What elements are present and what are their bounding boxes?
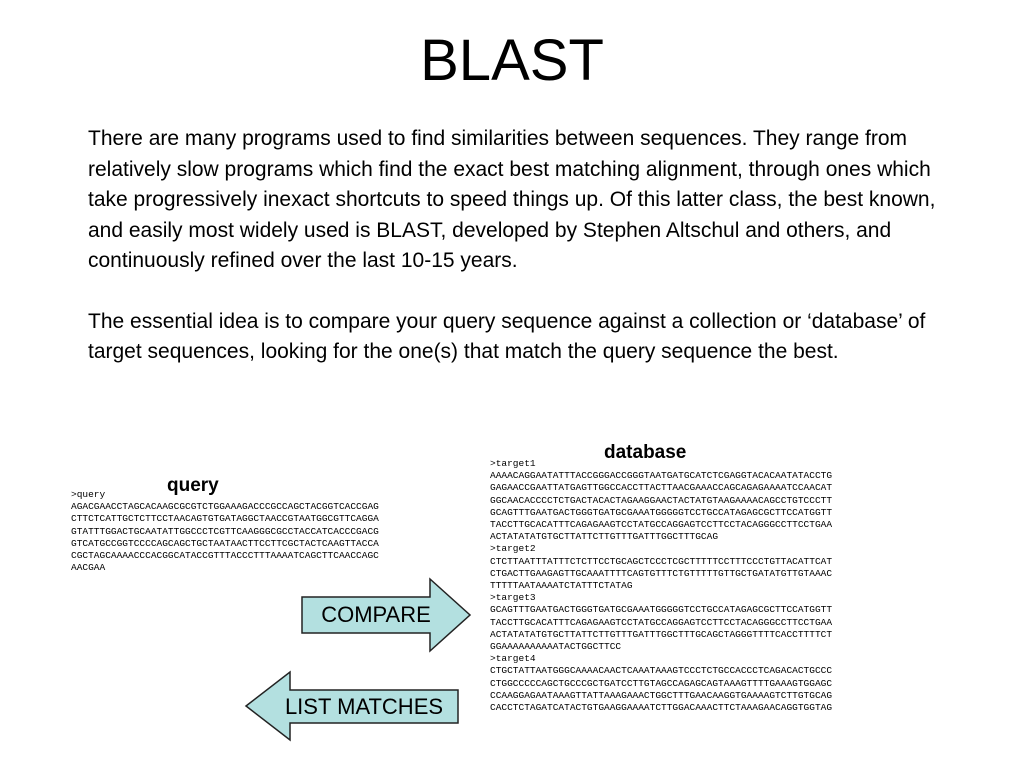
intro-paragraph-1: There are many programs used to find similarities between sequences. They range from relatively slow programs which find the exact best matching alignment, through ones which take progressively inexact shortcuts to speed things up. Of this latter class, the best known, and easily most widely used is BLAST, developed by Stephen Altschul and others, and continuously refined over the last 10-15 years.: [88, 127, 936, 272]
intro-text: [88, 124, 938, 368]
slide-title: BLAST: [420, 28, 604, 93]
query-sequence: >query AGACGAACCTAGCACAAGCGCGTCTGGAAAGACCCGCCAGCTACGGTCACCGAG CTTCTCATTGCTCTTCCTAACAGTGTGATAGGCTAACCGTAATGGCGTTCAGGA GTATTTGGACTGCAATATTGGCCCTCGTTCAAGGGCGCCTACCATCACCCGACG GTCATGCCGGTCCCCAGCAGCTGCTAATAACTTCCTTCGCTACTCAAGTTACCA CGCTAGCAAAACCCACGGCATACCGTTTACCCTTTAAAATCAGCTTCAACCAGC AACGAA: [71, 489, 379, 574]
list-matches-button[interactable]: LIST MATCHES: [284, 694, 444, 719]
database-sequences: >target1 AAAACAGGAATATTTACCGGGACCGGGTAATGATGCATCTCGAGGTACACAATATACCTG GAGAACCGAATTATGAGTTGGCCACCTTACTTAACGAAACCAGCAGAGAAAATCCAACAT GGCAACACCCCTCTGACTACACTAGAAGGAACTACTATGTAAGAAAACAGCCTGTCCCTT GCAGTTTGAATGACTGGGTGATGCGAAATGGGGGTCCTGCCATAGAGCGCTTCCATGGTT TACCTTGCACATTTCAGAGAAGTCCTATGCCAGGAGTCCTTCCTACAGGGCCTTCCTGAA ACTATATATGTGCTTATTCTTGTTTGATTTGGCTTTGCAG >target2 CTCTTAATTTATTTCTCTTCCTGCAGCTCCCTCGCTTTTTCCTTTCCCTGTTACATTCAT CTGACTTGAAGAGTTGCAAATTTTCAGTGTTTCTGTTTTTGTTGCTGATATGTTGTAAAC TTTTTAATAAAATCTATTTCTATAG >target3 GCAGTTTGAATGACTGGGTGATGCGAAATGGGGGTCCTGCCATAGAGCGCTTCCATGGTT TACCTTGCACATTTCAGAGAAGTCCTATGCCAGGAGTCCTTCCTACAGGGCCTTCCTGAA ACTATATATGTGCTTATTCTTGTTTGATTTGGCTTTGCAGCTAGGGTTTTCACCTTTTCT GGAAAAAAAAAATACTGGCTTCC >target4 CTGCTATTAATGGGCAAAACAACTCAAATAAAGTCCCTCTGCCACCCTCAGACACTGCCC CTGGCCCCCAGCTGCCCGCTGATCCTTGTAGCCAGAGCAGTAAAGTTTTGAAAGTGGAGC CCAAGGAGAATAAAGTTATTAAAGAAACTGGCTTTGAACAAGGTGAAAAGTCTTGTGCAG CACCTCTAGATCATACTGTGAAGGAAAATCTTGGACAAACTTCTAAAGAACAGGTGGTAG: [490, 458, 833, 714]
compare-button[interactable]: COMPARE: [321, 602, 431, 627]
database-label: database: [604, 442, 687, 463]
query-label: query: [167, 475, 219, 496]
intro-paragraph-2: The essential idea is to compare your query sequence against a collection or ‘database’ of target sequences, looking for the one(s) that match the query sequence the best.: [88, 309, 926, 363]
